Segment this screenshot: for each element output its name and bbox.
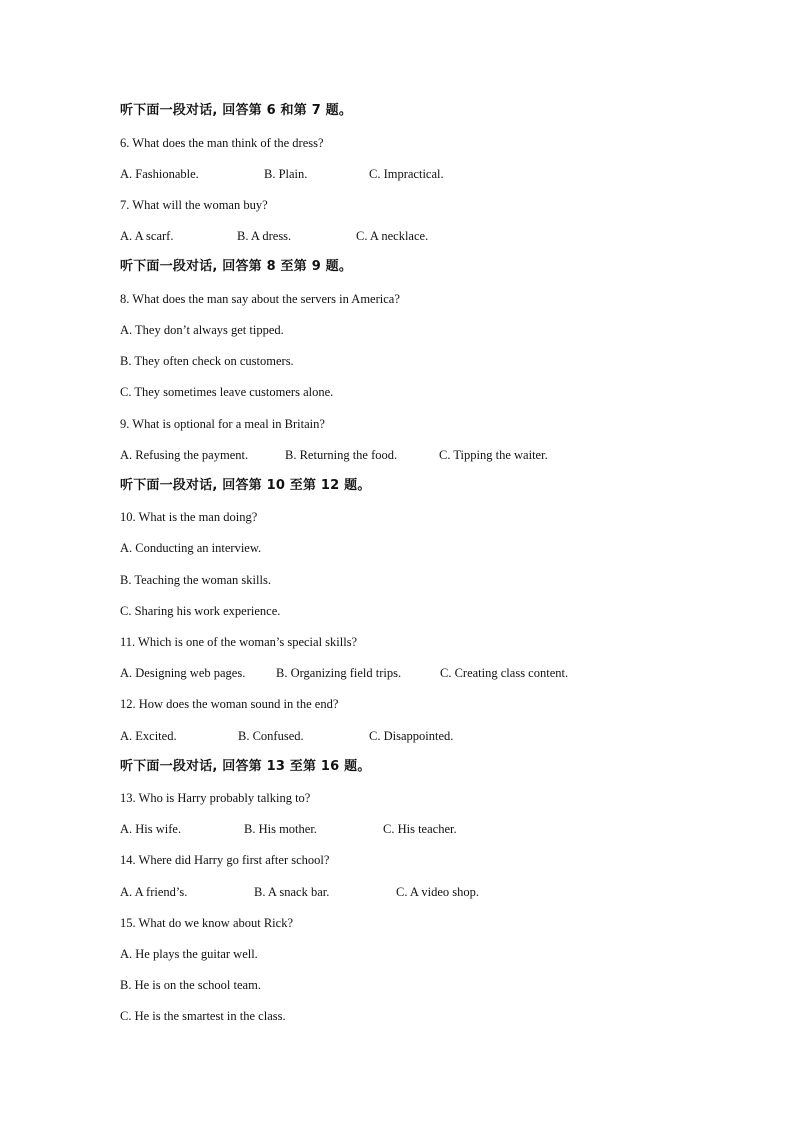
option-b: B. He is on the school team. bbox=[120, 978, 261, 992]
question-12: 12. How does the woman sound in the end? bbox=[120, 697, 339, 711]
option-a: A. A scarf. bbox=[120, 229, 174, 243]
option-c: C. He is the smartest in the class. bbox=[120, 1009, 286, 1023]
question-6: 6. What does the man think of the dress? bbox=[120, 136, 324, 150]
option-a: A. A friend’s. bbox=[120, 885, 188, 899]
option-b: B. Returning the food. bbox=[285, 448, 398, 462]
section-heading: 听下面一段对话, 回答第 8 至第 9 题。 bbox=[120, 259, 353, 274]
option-a: A. Conducting an interview. bbox=[120, 541, 262, 555]
question-14: 14. Where did Harry go first after school? bbox=[120, 853, 330, 867]
question-8: 8. What does the man say about the servers in America? bbox=[120, 292, 400, 306]
option-a: A. Refusing the payment. bbox=[120, 448, 249, 462]
option-a: A. Excited. bbox=[120, 729, 177, 743]
option-a: A. They don’t always get tipped. bbox=[120, 323, 284, 337]
option-b: B. Confused. bbox=[238, 729, 304, 743]
option-c: C. Impractical. bbox=[369, 167, 444, 181]
option-b: B. Organizing field trips. bbox=[276, 666, 402, 680]
question-9: 9. What is optional for a meal in Britain? bbox=[120, 417, 325, 431]
option-a: A. Designing web pages. bbox=[120, 666, 246, 680]
option-c: C. Sharing his work experience. bbox=[120, 604, 281, 618]
option-b: B. Teaching the woman skills. bbox=[120, 573, 271, 587]
option-c: C. Creating class content. bbox=[440, 666, 569, 680]
option-c: C. A video shop. bbox=[396, 885, 479, 899]
option-b: B. A dress. bbox=[237, 229, 292, 243]
option-b: B. Plain. bbox=[264, 167, 308, 181]
question-13: 13. Who is Harry probably talking to? bbox=[120, 791, 311, 805]
option-c: C. A necklace. bbox=[356, 229, 429, 243]
option-c: C. They sometimes leave customers alone. bbox=[120, 385, 334, 399]
option-c: C. His teacher. bbox=[383, 822, 457, 836]
option-a: A. He plays the guitar well. bbox=[120, 947, 258, 961]
option-b: B. His mother. bbox=[244, 822, 317, 836]
question-15: 15. What do we know about Rick? bbox=[120, 916, 293, 930]
option-b: B. A snack bar. bbox=[254, 885, 330, 899]
option-b: B. They often check on customers. bbox=[120, 354, 294, 368]
section-heading: 听下面一段对话, 回答第 10 至第 12 题。 bbox=[120, 478, 371, 493]
question-11: 11. Which is one of the woman’s special skills? bbox=[120, 635, 358, 649]
option-a: A. Fashionable. bbox=[120, 167, 199, 181]
question-10: 10. What is the man doing? bbox=[120, 510, 258, 524]
option-c: C. Disappointed. bbox=[369, 729, 454, 743]
option-c: C. Tipping the waiter. bbox=[439, 448, 548, 462]
option-a: A. His wife. bbox=[120, 822, 182, 836]
question-7: 7. What will the woman buy? bbox=[120, 198, 268, 212]
section-heading: 听下面一段对话, 回答第 13 至第 16 题。 bbox=[120, 759, 371, 774]
section-heading: 听下面一段对话, 回答第 6 和第 7 题。 bbox=[120, 103, 353, 118]
